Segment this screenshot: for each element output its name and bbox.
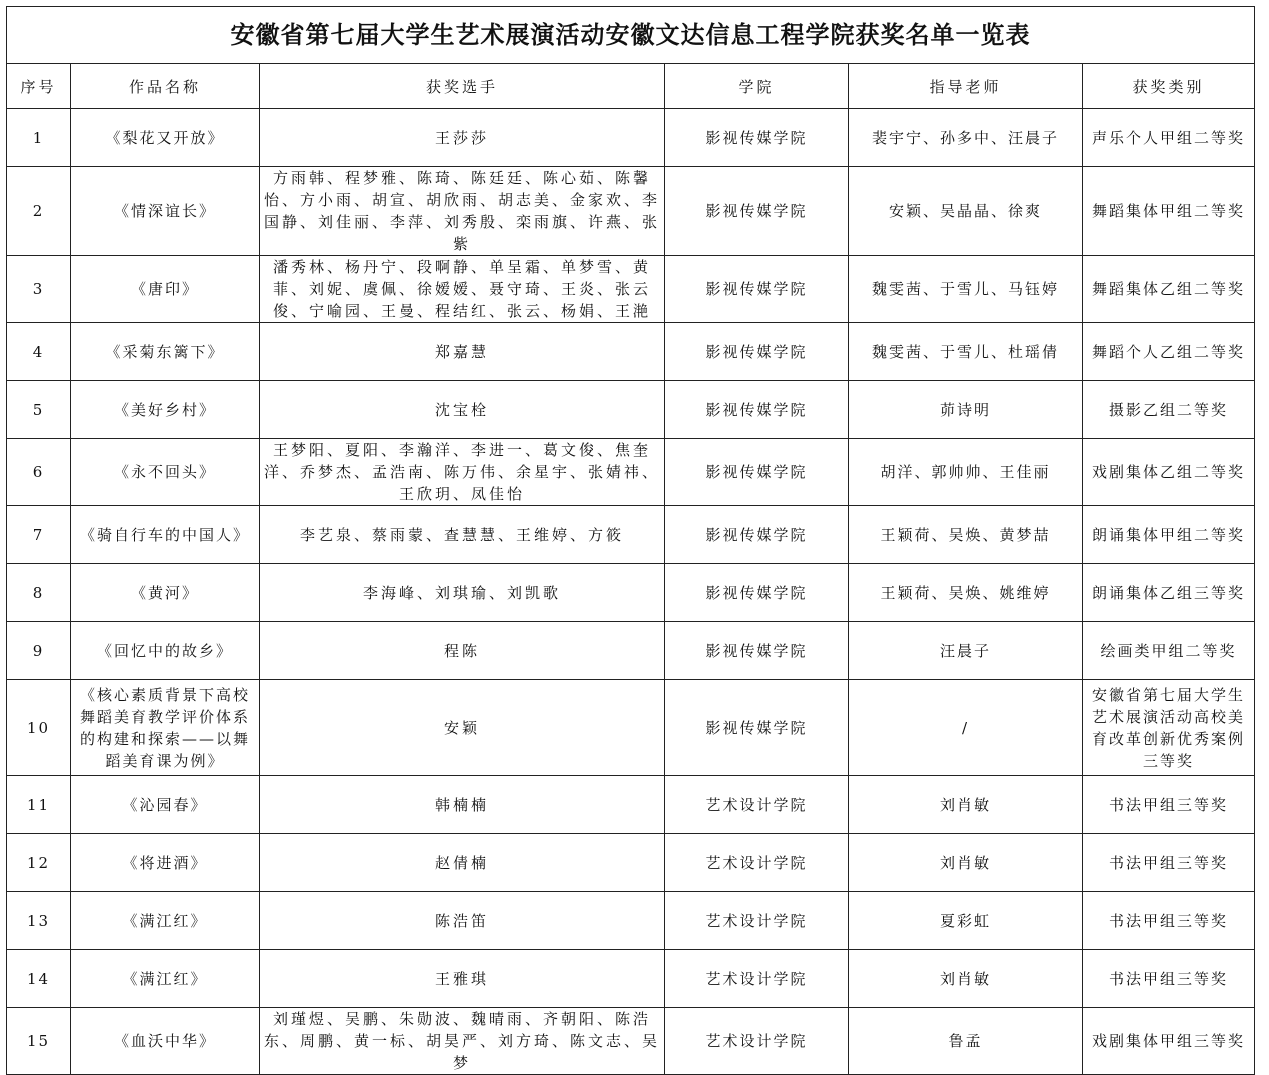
- cell-no: 13: [7, 892, 71, 950]
- table-row: [7, 506, 1255, 564]
- cell-no: 8: [7, 564, 71, 622]
- cell-work: 《骑自行车的中国人》: [71, 506, 260, 564]
- cell-award: 书法甲组三等奖: [1083, 776, 1255, 834]
- cell-work: 《黄河》: [71, 564, 260, 622]
- cell-no: 11: [7, 776, 71, 834]
- cell-work: 《回忆中的故乡》: [71, 622, 260, 680]
- cell-teacher: 魏雯茜、于雪儿、马钰婷: [849, 256, 1083, 323]
- cell-no: 4: [7, 323, 71, 381]
- header-college: 学院: [665, 64, 849, 109]
- cell-teacher: 刘肖敏: [849, 776, 1083, 834]
- header-row: [7, 64, 1255, 109]
- cell-teacher: 刘肖敏: [849, 950, 1083, 1008]
- cell-award: 朗诵集体甲组二等奖: [1083, 506, 1255, 564]
- cell-award: 绘画类甲组二等奖: [1083, 622, 1255, 680]
- cell-work: 《美好乡村》: [71, 381, 260, 439]
- cell-college: 艺术设计学院: [665, 1008, 849, 1075]
- cell-work: 《唐印》: [71, 256, 260, 323]
- cell-award: 戏剧集体甲组三等奖: [1083, 1008, 1255, 1075]
- table-row: [7, 892, 1255, 950]
- table-row: [7, 680, 1255, 776]
- cell-award: 朗诵集体乙组三等奖: [1083, 564, 1255, 622]
- cell-players: 郑嘉慧: [260, 323, 665, 381]
- cell-work: 《将进酒》: [71, 834, 260, 892]
- cell-players: 程陈: [260, 622, 665, 680]
- cell-no: 5: [7, 381, 71, 439]
- table-row: [7, 256, 1255, 323]
- cell-teacher: 王颖荷、吴焕、黄梦喆: [849, 506, 1083, 564]
- cell-no: 1: [7, 109, 71, 167]
- cell-no: 2: [7, 167, 71, 256]
- cell-players: 潘秀林、杨丹宁、段啊静、单呈霜、单梦雪、黄菲、刘妮、虞佩、徐嫒嫒、聂守琦、王炎、张云俊、宁喻园、王曼、程结红、张云、杨娟、王滟: [260, 256, 665, 323]
- cell-work: 《满江红》: [71, 950, 260, 1008]
- table-row: [7, 167, 1255, 256]
- cell-teacher: /: [849, 680, 1083, 776]
- cell-college: 影视传媒学院: [665, 381, 849, 439]
- cell-award: 安徽省第七届大学生艺术展演活动高校美育改革创新优秀案例三等奖: [1083, 680, 1255, 776]
- cell-no: 10: [7, 680, 71, 776]
- cell-no: 9: [7, 622, 71, 680]
- cell-college: 影视传媒学院: [665, 564, 849, 622]
- cell-players: 方雨韩、程梦雅、陈琦、陈廷廷、陈心茹、陈馨怡、方小雨、胡宣、胡欣雨、胡志美、金家欢、李国静、刘佳丽、李萍、刘秀殷、栾雨旗、许燕、张紫: [260, 167, 665, 256]
- cell-players: 王莎莎: [260, 109, 665, 167]
- cell-teacher: 王颖荷、吴焕、姚维婷: [849, 564, 1083, 622]
- cell-work: 《沁园春》: [71, 776, 260, 834]
- cell-teacher: 茆诗明: [849, 381, 1083, 439]
- cell-no: 3: [7, 256, 71, 323]
- cell-teacher: 刘肖敏: [849, 834, 1083, 892]
- cell-award: 舞蹈集体甲组二等奖: [1083, 167, 1255, 256]
- cell-award: 舞蹈个人乙组二等奖: [1083, 323, 1255, 381]
- cell-work: 《满江红》: [71, 892, 260, 950]
- cell-award: 舞蹈集体乙组二等奖: [1083, 256, 1255, 323]
- cell-work: 《梨花又开放》: [71, 109, 260, 167]
- cell-award: 书法甲组三等奖: [1083, 892, 1255, 950]
- cell-players: 陈浩笛: [260, 892, 665, 950]
- table-row: [7, 109, 1255, 167]
- table-row: [7, 622, 1255, 680]
- cell-college: 影视传媒学院: [665, 167, 849, 256]
- cell-no: 15: [7, 1008, 71, 1075]
- cell-teacher: 夏彩虹: [849, 892, 1083, 950]
- header-teacher: 指导老师: [849, 64, 1083, 109]
- table-row: [7, 950, 1255, 1008]
- cell-college: 艺术设计学院: [665, 776, 849, 834]
- header-award: 获奖类别: [1083, 64, 1255, 109]
- cell-no: 12: [7, 834, 71, 892]
- cell-players: 李艺泉、蔡雨蒙、查慧慧、王维婷、方筱: [260, 506, 665, 564]
- cell-players: 王雅琪: [260, 950, 665, 1008]
- cell-work: 《情深谊长》: [71, 167, 260, 256]
- header-work: 作品名称: [71, 64, 260, 109]
- cell-work: 《永不回头》: [71, 439, 260, 506]
- cell-no: 6: [7, 439, 71, 506]
- cell-players: 李海峰、刘琪瑜、刘凯歌: [260, 564, 665, 622]
- cell-teacher: 胡洋、郭帅帅、王佳丽: [849, 439, 1083, 506]
- award-table: [6, 6, 1255, 1075]
- cell-college: 艺术设计学院: [665, 892, 849, 950]
- cell-players: 王梦阳、夏阳、李瀚洋、李进一、葛文俊、焦奎洋、乔梦杰、孟浩南、陈万伟、余星宇、张婧祎、王欣玥、凤佳怡: [260, 439, 665, 506]
- cell-college: 艺术设计学院: [665, 834, 849, 892]
- cell-players: 韩楠楠: [260, 776, 665, 834]
- cell-award: 声乐个人甲组二等奖: [1083, 109, 1255, 167]
- cell-teacher: 安颖、吴晶晶、徐爽: [849, 167, 1083, 256]
- cell-no: 14: [7, 950, 71, 1008]
- award-sheet: [6, 6, 1254, 1075]
- cell-no: 7: [7, 506, 71, 564]
- table-row: [7, 381, 1255, 439]
- cell-teacher: 魏雯茜、于雪儿、杜瑶倩: [849, 323, 1083, 381]
- table-row: [7, 834, 1255, 892]
- cell-award: 书法甲组三等奖: [1083, 834, 1255, 892]
- table-row: [7, 1008, 1255, 1075]
- cell-college: 影视传媒学院: [665, 323, 849, 381]
- cell-award: 书法甲组三等奖: [1083, 950, 1255, 1008]
- cell-teacher: 鲁孟: [849, 1008, 1083, 1075]
- cell-work: 《采菊东篱下》: [71, 323, 260, 381]
- cell-players: 刘瑾煜、吴鹏、朱勋波、魏晴雨、齐朝阳、陈浩东、周鹏、黄一标、胡昊严、刘方琦、陈文志、吴梦: [260, 1008, 665, 1075]
- cell-players: 沈宝栓: [260, 381, 665, 439]
- table-row: [7, 776, 1255, 834]
- cell-teacher: 裴宇宁、孙多中、汪晨子: [849, 109, 1083, 167]
- cell-college: 艺术设计学院: [665, 950, 849, 1008]
- cell-college: 影视传媒学院: [665, 256, 849, 323]
- cell-award: 摄影乙组二等奖: [1083, 381, 1255, 439]
- cell-college: 影视传媒学院: [665, 622, 849, 680]
- cell-teacher: 汪晨子: [849, 622, 1083, 680]
- cell-work: 《血沃中华》: [71, 1008, 260, 1075]
- cell-college: 影视传媒学院: [665, 506, 849, 564]
- header-players: 获奖选手: [260, 64, 665, 109]
- cell-players: 安颖: [260, 680, 665, 776]
- page-title: 安徽省第七届大学生艺术展演活动安徽文达信息工程学院获奖名单一览表: [7, 7, 1255, 64]
- table-row: [7, 439, 1255, 506]
- table-row: [7, 323, 1255, 381]
- cell-college: 影视传媒学院: [665, 109, 849, 167]
- cell-players: 赵倩楠: [260, 834, 665, 892]
- header-no: 序号: [7, 64, 71, 109]
- cell-college: 影视传媒学院: [665, 439, 849, 506]
- cell-college: 影视传媒学院: [665, 680, 849, 776]
- table-row: [7, 564, 1255, 622]
- cell-work: 《核心素质背景下高校舞蹈美育教学评价体系的构建和探索——以舞蹈美育课为例》: [71, 680, 260, 776]
- cell-award: 戏剧集体乙组二等奖: [1083, 439, 1255, 506]
